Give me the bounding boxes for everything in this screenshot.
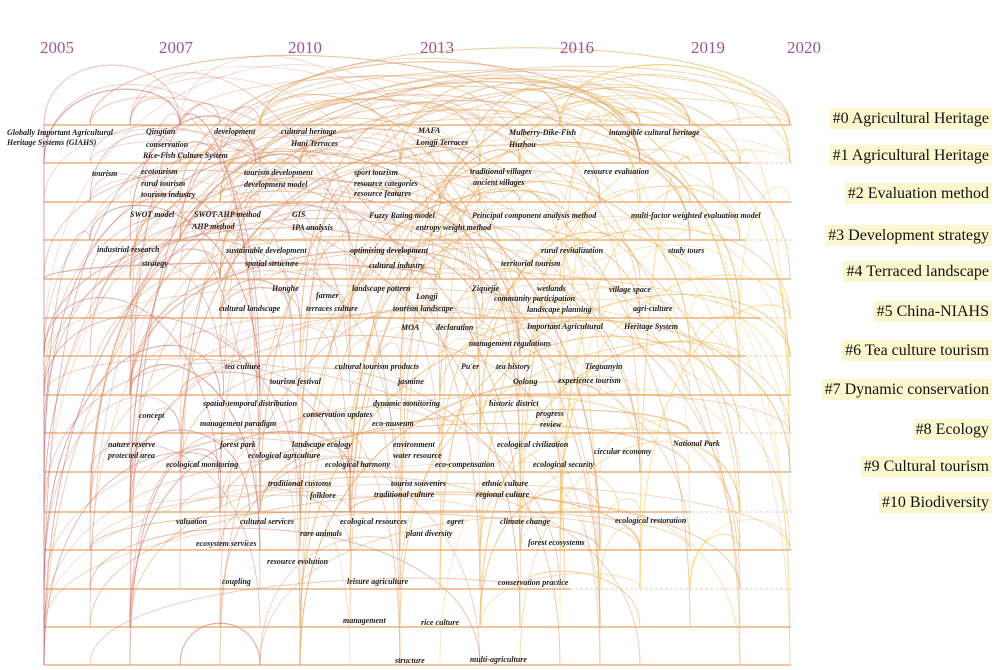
keyword-label: cultural landscape (219, 304, 281, 313)
year-label: 2010 (288, 38, 322, 57)
keyword-label: Heritage System (624, 322, 678, 331)
keyword-label: ecological resources (340, 517, 407, 526)
cluster-label: #0 Agricultural Heritage (830, 108, 992, 129)
keyword-label: agri-culture (633, 304, 673, 313)
co-citation-arc (44, 65, 180, 125)
keyword-label: strategy (142, 259, 168, 268)
cluster-label: #2 Evaluation method (845, 183, 992, 204)
keyword-label: resource evaluation (584, 167, 650, 176)
keyword-label: valuation (176, 517, 208, 526)
keyword-label: community participation (494, 294, 576, 303)
keyword-label: development (214, 127, 256, 136)
keyword-label: Globally Important Agricultural (7, 128, 113, 137)
keyword-label: Hani Terraces (291, 139, 339, 148)
keyword-label: jasmine (398, 377, 424, 386)
keyword-label: rare animals (300, 529, 343, 538)
keyword-label: spatial-temporal distribution (203, 399, 298, 408)
co-citation-arc (440, 389, 740, 665)
keyword-label: National Park (673, 439, 720, 448)
keyword-label: ecotourism (141, 167, 178, 176)
keyword-label: sport tourism (354, 168, 398, 177)
keyword-label: declaration (436, 323, 474, 332)
keyword-label: forest ecosystems (528, 538, 585, 547)
keyword-label: wetlands (537, 284, 566, 293)
keyword-label: Principal component analysis method (472, 211, 597, 220)
keyword-label: village space (609, 285, 651, 294)
keyword-label: traditional customs (268, 479, 332, 488)
keyword-label: farmer (316, 291, 339, 300)
keyword-label: historic district (489, 399, 539, 408)
keyword-label: review (540, 420, 562, 429)
keyword-label: concept (139, 411, 165, 420)
keyword-label: Oolong (513, 377, 538, 386)
keyword-label: Qingtian (146, 127, 176, 136)
keyword-label: eco-compensation (435, 460, 495, 469)
keyword-label: ecological restoration (615, 516, 687, 525)
keyword-label: management paradigm (200, 419, 277, 428)
keyword-label: conservation updates (303, 410, 373, 419)
cluster-label: #8 Ecology (913, 419, 992, 440)
keyword-label: eco-museum (372, 419, 414, 428)
keyword-label: Fuzzy Rating model (369, 211, 435, 220)
keyword-label: water resource (393, 451, 442, 460)
keyword-label: industrial research (97, 245, 160, 254)
keyword-label: coupling (222, 577, 251, 586)
keyword-label: Longji (416, 292, 438, 301)
co-citation-arc (90, 174, 260, 589)
keyword-label: tea history (496, 362, 531, 371)
keyword-label: rural revitalization (541, 246, 604, 255)
keyword-label: climate change (500, 517, 550, 526)
keyword-label: cultural services (240, 517, 294, 526)
keyword-label: ecological harmony (325, 460, 391, 469)
cluster-label: #5 China-NIAHS (874, 301, 992, 322)
co-citation-arc (480, 489, 600, 627)
co-citation-arc (130, 449, 220, 665)
co-citation-arc (260, 537, 400, 665)
keyword-label: MAFA (418, 126, 441, 135)
year-label: 2016 (560, 38, 594, 57)
cluster-label: #4 Terraced landscape (843, 261, 992, 282)
keyword-label: ecological monitoring (166, 460, 239, 469)
keyword-label: resource categories (354, 179, 418, 188)
year-label: 2020 (787, 38, 821, 57)
co-citation-arc (90, 494, 740, 627)
keyword-label: traditional culture (374, 490, 435, 499)
keyword-label: AHP method (192, 222, 235, 231)
cluster-label: #9 Cultural tourism (861, 456, 992, 477)
keyword-label: landscape ecology (292, 440, 352, 449)
keyword-label: plant diversity (406, 529, 453, 538)
keyword-label: protected area (108, 451, 155, 460)
keyword-label: optimising development (350, 246, 428, 255)
keyword-label: landscape pattern (352, 284, 411, 293)
keyword-label: traditional villages (470, 167, 532, 176)
keyword-label: folklore (310, 491, 336, 500)
keyword-label: Huzhou (509, 140, 536, 149)
keyword-label: egret (447, 517, 464, 526)
keyword-label: entropy weight method (416, 223, 492, 232)
keyword-label: regional culture (476, 490, 530, 499)
keyword-label: conservation practice (498, 578, 569, 587)
keyword-label: forest park (220, 440, 256, 449)
co-citation-arc (560, 65, 790, 163)
cluster-label: #3 Development strategy (825, 225, 992, 246)
keyword-label: Heritage Systems (GIAHS) (7, 138, 97, 147)
keyword-label: Rice-Fish Culture System (143, 151, 228, 160)
keyword-label: Tieguanyin (585, 362, 623, 371)
keyword-label: rice culture (421, 618, 459, 627)
keyword-label: resource features (354, 189, 412, 198)
keyword-label: intangible cultural heritage (609, 128, 700, 137)
cluster-label: #6 Tea culture tourism (842, 340, 992, 361)
year-label: 2019 (691, 38, 725, 57)
keyword-label: Ziquejie (472, 284, 500, 293)
keyword-label: tourism (92, 169, 118, 178)
cluster-label: #7 Dynamic conservation (822, 379, 992, 400)
keyword-label: multi-agriculture (470, 655, 527, 664)
keyword-label: tea culture (225, 362, 261, 371)
keyword-label: ethnic culture (482, 479, 529, 488)
keyword-label: leisure agriculture (347, 577, 409, 586)
keyword-label: SWOT model (130, 210, 175, 219)
keyword-label: Important Agricultural (527, 322, 603, 331)
co-citation-arc (740, 149, 790, 512)
keyword-label: tourism development (244, 168, 313, 177)
keyword-label: circular economy (594, 447, 652, 456)
co-citation-arc (44, 203, 350, 665)
keyword-label: nature reserve (108, 440, 156, 449)
keyword-label: cultural industry (369, 261, 425, 270)
keyword-label: study tours (668, 246, 705, 255)
keyword-label: terraces culture (306, 304, 358, 313)
keyword-label: tourism industry (141, 190, 196, 199)
co-citation-arc (640, 150, 790, 202)
keyword-label: tourism landscape (393, 304, 454, 313)
keyword-label: tourist souvenirs (391, 479, 446, 488)
keyword-label: GIS (292, 210, 306, 219)
keyword-label: conservation (146, 140, 189, 149)
keyword-label: ancient villages (473, 178, 525, 187)
keyword-label: Longji Terraces (416, 138, 468, 147)
cluster-label: #10 Biodiversity (879, 492, 992, 513)
keyword-label: Mulberry-Dike-Fish (509, 128, 577, 137)
keyword-label: cultural heritage (281, 127, 337, 136)
keyword-label: tourism festival (270, 377, 321, 386)
keyword-label: ecological security (533, 460, 595, 469)
keyword-label: progress (536, 409, 565, 418)
keyword-label: rural tourism (141, 179, 186, 188)
keyword-label: SWOT-AHP method (194, 210, 261, 219)
keyword-label: experience tourism (558, 376, 621, 385)
keyword-label: IPA analysis (292, 223, 333, 232)
keyword-label: management regulations (469, 339, 552, 348)
keyword-label: Honghe (272, 284, 299, 293)
keyword-label: environment (393, 440, 435, 449)
keyword-label: resource evolution (267, 557, 329, 566)
keyword-label: landscape planning (527, 305, 592, 314)
keyword-label: multi-factor weighted evaluation model (631, 211, 761, 220)
keyword-label: development model (244, 180, 308, 189)
keyword-label: MOA (401, 323, 420, 332)
keyword-label: cultural tourism products (335, 362, 420, 371)
co-citation-arc (520, 441, 740, 665)
co-citation-arc (690, 534, 740, 589)
co-citation-arc (560, 275, 790, 512)
keyword-label: Pu'er (461, 362, 480, 371)
cluster-label: #1 Agricultural Heritage (830, 145, 992, 166)
keyword-label: spatial structure (245, 259, 299, 268)
keyword-label: sustainable development (226, 246, 307, 255)
keyword-label: management (343, 616, 386, 625)
keyword-label: ecological agriculture (248, 451, 321, 460)
keyword-label: ecosystem services (196, 539, 257, 548)
keyword-label: ecological civilization (497, 440, 569, 449)
keyword-label: structure (395, 656, 425, 665)
year-label: 2013 (420, 38, 454, 57)
year-label: 2005 (40, 38, 74, 57)
keyword-label: territorial tourism (501, 259, 561, 268)
year-label: 2007 (159, 38, 193, 57)
keyword-label: dynamic monitoring (373, 399, 440, 408)
